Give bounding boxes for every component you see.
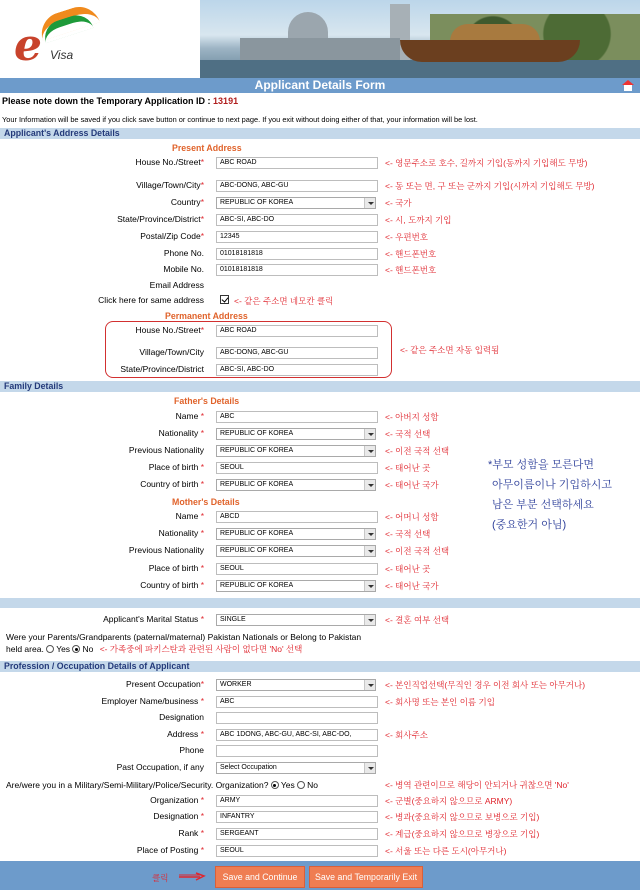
pakistan-yes-radio[interactable] [46,645,54,653]
occupation-select[interactable]: WORKER [216,679,376,691]
annotation: <- 본인직업선택(무직인 경우 이전 회사 또는 아무거나) [385,680,586,690]
present-phone-input[interactable]: 01018181818 [216,248,378,260]
postal-label: Postal/Zip Code* [140,231,204,241]
village-label: Village/Town/City* [136,180,204,190]
annotation: <- 핸드폰번호 [385,249,437,259]
annotation: <- 이전 국적 선택 [385,446,450,456]
occupation-label: Present Occupation* [126,679,204,689]
past-occupation-select[interactable]: Select Occupation [216,762,376,774]
same-address-checkbox[interactable] [220,295,229,304]
save-note: Your Information will be saved if you click save button or continue to next page. If you exit without doing either of that, your information will be lost. [2,115,478,124]
father-pob-label: Place of birth * [148,462,204,472]
annotation: <- 시, 도까지 기입 [385,215,452,225]
phone-label: Phone No. [163,248,204,258]
annotation: <- 회사명 또는 본인 이름 기입 [385,697,495,707]
past-occupation-label: Past Occupation, if any [116,762,204,772]
annotation: <- 계급(중요하지 않으므로 병장으로 기입) [385,829,540,839]
annotation: <- 가족중에 파키스탄과 관련된 사람이 없다면 'No' 선택 [99,644,303,654]
annotation: <- 이전 국적 선택 [385,546,450,556]
present-address-heading: Present Address [172,143,242,153]
perm-house-label: House No./Street* [135,325,204,335]
section-family: Family Details [0,381,640,392]
annotation: <- 태어난 곳 [385,463,431,473]
annotation: <- 결혼 여부 선택 [385,615,450,625]
chevron-down-icon [364,581,375,591]
father-cob-select[interactable]: REPUBLIC OF KOREA [216,479,376,491]
father-pob-input[interactable]: SEOUL [216,462,378,474]
father-prev-nat-label: Previous Nationality [128,445,204,455]
marital-status-select[interactable]: SINGLE [216,614,376,626]
mil-designation-input[interactable]: INFANTRY [216,811,378,823]
perm-village-label: Village/Town/City [139,347,204,357]
military-no-radio[interactable] [297,781,305,789]
employer-address-input[interactable]: ABC 1DONG, ABC-GU, ABC-SI, ABC-DO, [216,729,378,741]
employer-label: Employer Name/business * [101,696,204,706]
annotation: <- 같은 주소면 네모칸 클릭 [234,296,334,306]
military-yes-radio[interactable] [271,781,279,789]
present-mobile-input[interactable]: 01018181818 [216,264,378,276]
chevron-down-icon [364,546,375,556]
employer-phone-input[interactable] [216,745,378,757]
click-annotation: 클릭 [152,873,169,883]
posting-input[interactable]: SEOUL [216,845,378,857]
parents-side-note: *부모 성함을 모른다면 아무이름이나 기입하시고 남은 부분 선택하세요 (중요한거 아님) [488,459,612,531]
annotation: <- 같은 주소면 자동 입력됨 [400,345,500,355]
temp-application-id: Please note down the Temporary Application ID : 13191 [2,96,239,106]
perm-house-input[interactable]: ABC ROAD [216,325,378,337]
annotation: <- 회사주소 [385,730,429,740]
marital-label: Applicant's Marital Status * [103,614,204,624]
annotation: <- 국가 [385,198,412,208]
perm-state-label: State/Province/District [120,364,204,374]
father-prev-nat-select[interactable]: REPUBLIC OF KOREA [216,445,376,457]
address-label: Address * [167,729,204,739]
annotation: <- 병역 관련이므로 해당이 안되거나 귀찮으면 'No' [385,780,569,790]
mother-nationality-select[interactable]: REPUBLIC OF KOREA [216,528,376,540]
chevron-down-icon [364,763,375,773]
military-question: Are/were you in a Military/Semi-Military/Police/Security. Organization? Yes No [6,780,318,790]
pakistan-no-radio[interactable] [72,645,80,653]
designation-input[interactable] [216,712,378,724]
mother-prev-nat-label: Previous Nationality [128,545,204,555]
mother-nationality-label: Nationality * [158,528,204,538]
designation-label: Designation [159,712,204,722]
annotation: <- 핸드폰번호 [385,265,437,275]
mother-pob-label: Place of birth * [148,563,204,573]
perm-village-input[interactable]: ABC-DONG, ABC-GU [216,347,378,359]
chevron-down-icon [364,198,375,208]
annotation: <- 어머니 성함 [385,512,439,522]
perm-state-input[interactable]: ABC-SI, ABC-DO [216,364,378,376]
father-cob-label: Country of birth * [140,479,204,489]
pakistan-question: Were your Parents/Grandparents (paternal/maternal) Pakistan Nationals or Belong to Pakistan [6,632,362,642]
annotation: <- 우편번호 [385,232,429,242]
chevron-down-icon [364,529,375,539]
chevron-down-icon [364,429,375,439]
same-address-label: Click here for same address [98,295,204,305]
mil-designation-label: Designation * [153,811,204,821]
state-label: State/Province/District* [117,214,204,224]
annotation: <- 동 또는 면, 구 또는 군까지 기입(시까지 기입해도 무방) [385,181,595,191]
father-name-input[interactable]: ABC [216,411,378,423]
home-icon[interactable] [622,80,634,91]
annotation: <- 영문주소로 호수, 길까지 기입(동까지 기입해도 무방) [385,158,588,168]
save-and-exit-button[interactable]: Save and Temporarily Exit [309,866,423,888]
mother-name-label: Name * [175,511,204,521]
annotation: <- 아버지 성함 [385,412,439,422]
mother-pob-input[interactable]: SEOUL [216,563,378,575]
father-heading: Father's Details [174,396,240,406]
posting-label: Place of Posting * [136,845,204,855]
annotation: <- 서울 또는 다른 도시(아무거나) [385,846,507,856]
save-and-continue-button[interactable]: Save and Continue [215,866,305,888]
house-label: House No./Street* [135,157,204,167]
mother-cob-select[interactable]: REPUBLIC OF KOREA [216,580,376,592]
mother-name-input[interactable]: ABCD [216,511,378,523]
present-postal-input[interactable]: 12345 [216,231,378,243]
annotation: <- 태어난 국가 [385,581,439,591]
chevron-down-icon [364,446,375,456]
chevron-down-icon [364,680,375,690]
page-title: Applicant Details Form [254,78,386,92]
present-house-input[interactable]: ABC ROAD [216,157,378,169]
evisa-logo: e Visa [8,4,98,70]
father-name-label: Name * [175,411,204,421]
chevron-down-icon [364,615,375,625]
father-nationality-select[interactable]: REPUBLIC OF KOREA [216,428,376,440]
mother-cob-label: Country of birth * [140,580,204,590]
annotation: <- 국적 선택 [385,429,431,439]
rank-input[interactable]: SERGEANT [216,828,378,840]
employer-phone-label: Phone [179,745,204,755]
section-profession: Profession / Occupation Details of Applicant [0,661,640,672]
section-divider [0,598,640,608]
temp-id-value: 13191 [213,96,239,106]
annotation: <- 국적 선택 [385,529,431,539]
rank-label: Rank * [178,828,204,838]
banner-image [200,0,640,78]
email-label: Email Address [149,280,204,290]
mother-prev-nat-select[interactable]: REPUBLIC OF KOREA [216,545,376,557]
section-address: Applicant's Address Details [0,128,640,139]
pakistan-question-line2: held area. Yes No <- 가족중에 파키스탄과 관련된 사람이 없다면 'No' 선택 [6,644,303,654]
mobile-label: Mobile No. [163,264,204,274]
present-country-select[interactable]: REPUBLIC OF KOREA [216,197,376,209]
present-village-input[interactable]: ABC-DONG, ABC-GU [216,180,378,192]
annotation: <- 병과(중요하지 않으므로 보병으로 기입) [385,812,540,822]
annotation: <- 태어난 곳 [385,564,431,574]
form-title-bar [0,78,640,93]
mother-heading: Mother's Details [172,497,240,507]
organization-input[interactable]: ARMY [216,795,378,807]
country-label: Country* [170,197,204,207]
present-state-input[interactable]: ABC-SI, ABC-DO [216,214,378,226]
annotation: <- 태어난 국가 [385,480,439,490]
organization-label: Organization * [150,795,204,805]
header-banner [0,0,640,78]
employer-input[interactable]: ABC [216,696,378,708]
arrow-right-icon [178,872,206,882]
chevron-down-icon [364,480,375,490]
father-nationality-label: Nationality * [158,428,204,438]
annotation: <- 군별(중요하지 않으므로 ARMY) [385,796,513,806]
permanent-address-heading: Permanent Address [165,311,248,321]
